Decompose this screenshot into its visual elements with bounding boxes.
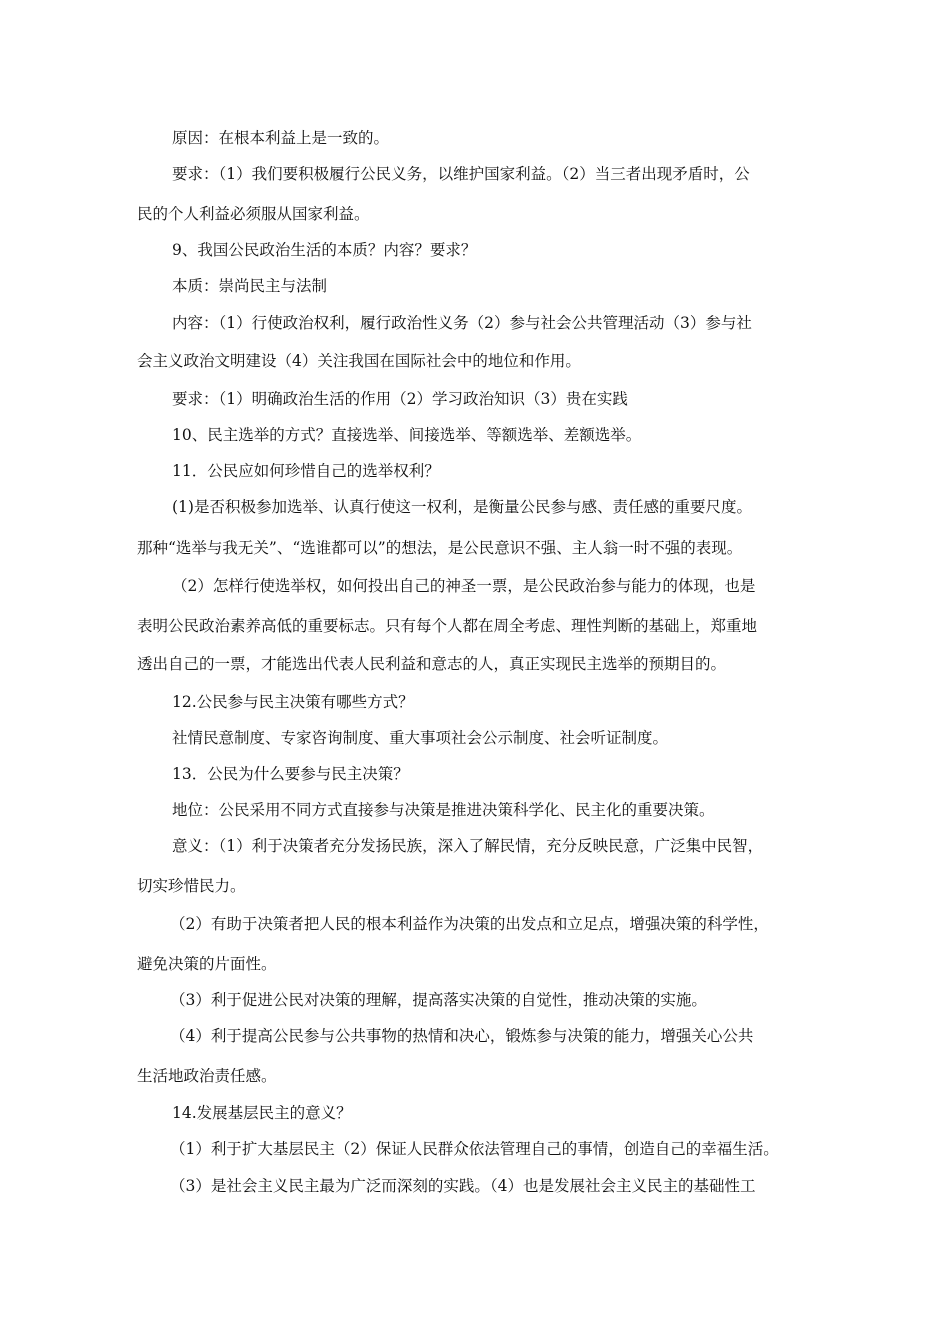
paragraph-line: 内容：（1）行使政治权利，履行政治性义务（2）参与社会公共管理活动（3）参与社 <box>172 314 752 332</box>
question-heading: 11．公民应如何珍惜自己的选举权利？ <box>172 462 440 480</box>
paragraph-line: （4）利于提高公民参与公共事物的热情和决心，锻炼参与决策的能力，增强关心公共 <box>170 1027 754 1045</box>
paragraph-line: （2）有助于决策者把人民的根本利益作为决策的出发点和立足点，增强决策的科学性， <box>170 915 769 933</box>
question-heading: 14.发展基层民主的意义？ <box>172 1104 352 1122</box>
paragraph-line: （3）利于促进公民对决策的理解，提高落实决策的自觉性，推动决策的实施。 <box>170 991 707 1009</box>
paragraph-line: (1)是否积极参加选举、认真行使这一权利，是衡量公民参与感、责任感的重要尺度。 <box>172 498 752 516</box>
paragraph-line: 原因：在根本利益上是一致的。 <box>172 129 390 147</box>
paragraph-line: 透出自己的一票，才能选出代表人民利益和意志的人，真正实现民主选举的预期目的。 <box>137 655 727 673</box>
paragraph-line: 社情民意制度、专家咨询制度、重大事项社会公示制度、社会听证制度。 <box>172 729 669 747</box>
question-heading: 10、民主选举的方式？直接选举、间接选举、等额选举、差额选举。 <box>172 426 642 444</box>
paragraph-line: 会主义政治文明建设（4）关注我国在国际社会中的地位和作用。 <box>137 352 581 370</box>
question-heading: 13．公民为什么要参与民主决策？ <box>172 765 409 783</box>
paragraph-line: （1）利于扩大基层民主（2）保证人民群众依法管理自己的事情，创造自己的幸福生活。 <box>170 1140 779 1158</box>
question-heading: 12.公民参与民主决策有哪些方式？ <box>172 693 414 711</box>
paragraph-line: （3）是社会主义民主最为广泛而深刻的实践。（4）也是发展社会主义民主的基础性工 <box>170 1177 756 1195</box>
paragraph-line: （2）怎样行使选举权，如何投出自己的神圣一票，是公民政治参与能力的体现，也是 <box>172 577 756 595</box>
paragraph-line: 表明公民政治素养高低的重要标志。只有每个人都在周全考虑、理性判断的基础上，郑重地 <box>137 617 758 635</box>
paragraph-line: 要求：（1）明确政治生活的作用（2）学习政治知识（3）贵在实践 <box>172 390 628 408</box>
paragraph-line: 切实珍惜民力。 <box>137 877 246 895</box>
paragraph-line: 地位：公民采用不同方式直接参与决策是推进决策科学化、民主化的重要决策。 <box>172 801 715 819</box>
question-heading: 9、我国公民政治生活的本质？内容？要求？ <box>172 241 477 259</box>
paragraph-line: 生活地政治责任感。 <box>137 1067 277 1085</box>
paragraph-line: 民的个人利益必须服从国家利益。 <box>137 205 370 223</box>
paragraph-line: 避免决策的片面性。 <box>137 955 277 973</box>
paragraph-line: 要求：（1）我们要积极履行公民义务，以维护国家利益。（2）当三者出现矛盾时，公 <box>172 165 750 183</box>
paragraph-line: 那种“选举与我无关”、“选谁都可以”的想法，是公民意识不强、主人翁一时不强的表现。 <box>137 539 743 557</box>
paragraph-line: 本质：崇尚民主与法制 <box>172 277 328 295</box>
paragraph-line: 意义：（1）利于决策者充分发扬民族，深入了解民情，充分反映民意，广泛集中民智， <box>172 837 764 855</box>
